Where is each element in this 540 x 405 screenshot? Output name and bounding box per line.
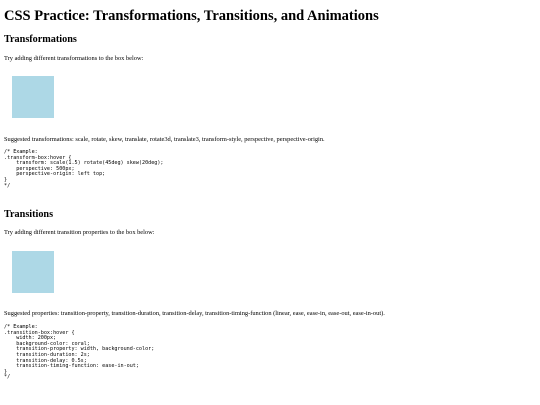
transformations-heading: Transformations [4, 34, 77, 45]
transitions-code-example: /* Example: .transition-box:hover { width: 200px; background-color: coral; transition-property: width, background-color; transition-duration: 2s; transition-delay: 0.5s; transition-timing-function: ease-in-out; } */ [4, 324, 155, 381]
transitions-heading: Transitions [4, 209, 54, 220]
page-title: CSS Practice: Transformations, Transitions, and Animations [4, 8, 379, 24]
transformations-code-example: /* Example: .transform-box:hover { transform: scale(1.5) rotate(45deg) skew(20deg); perspective: 500px; perspective-origin: left top; } */ [4, 149, 164, 189]
transitions-suggestion: Suggested properties: transition-property, transition-duration, transition-delay, transition-timing-function (linear, ease, ease-in, ease-out, ease-in-out). [4, 310, 385, 317]
transition-box[interactable] [12, 251, 54, 293]
transitions-intro: Try adding different transition properties to the box below: [4, 229, 155, 236]
transform-box[interactable] [12, 76, 54, 118]
transformations-suggestion: Suggested transformations: scale, rotate, skew, translate, rotate3d, translate3, transform-style, perspective, perspective-origin. [4, 136, 325, 143]
transformations-intro: Try adding different transformations to the box below: [4, 55, 144, 62]
